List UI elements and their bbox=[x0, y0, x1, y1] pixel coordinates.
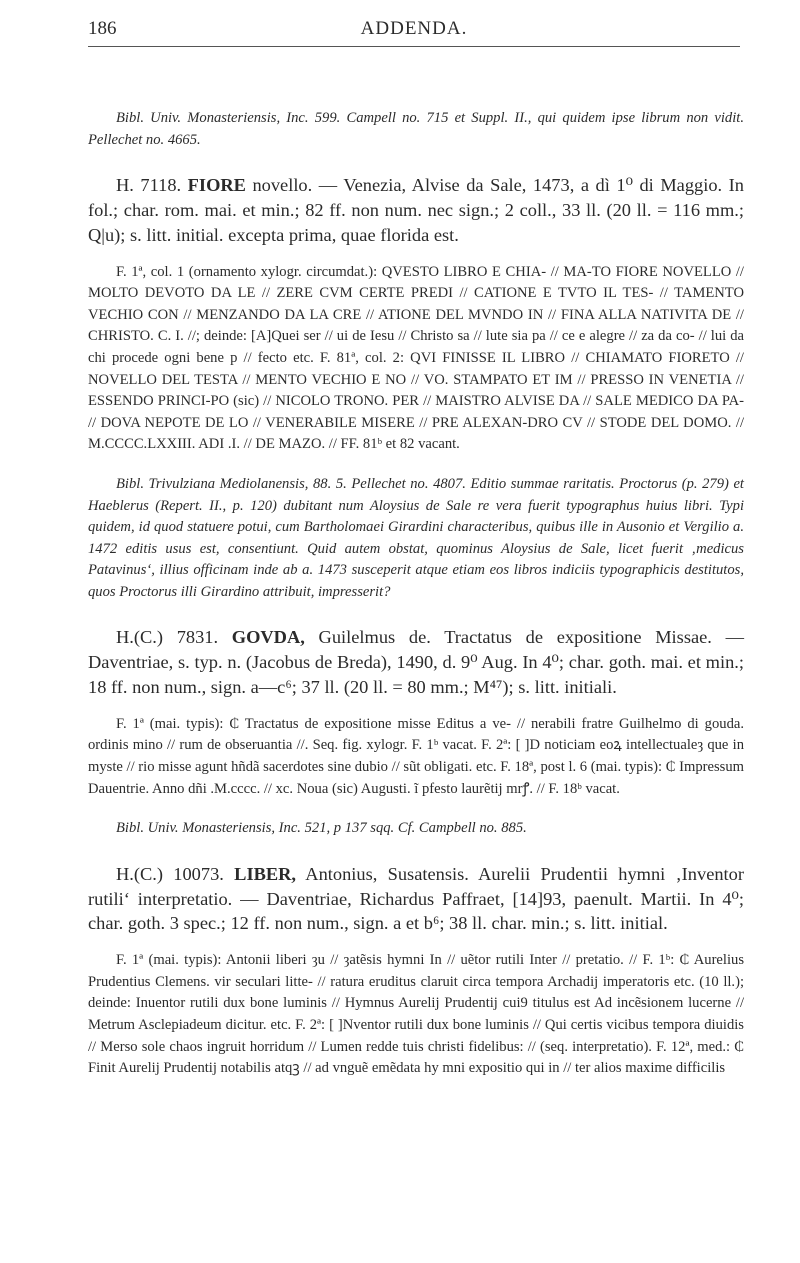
bibliography-note: Bibl. Univ. Monasteriensis, Inc. 521, p 137 sqq. Cf. Campbell no. 885. bbox=[116, 820, 527, 837]
bibliography-note: Bibl. Trivulziana Mediolanensis, 88. 5. Pellechet no. 4807. Editio summae raritatis. Proctorus (p. 279) et Haeblerus (Repert. II., p. 120) dubitant num Aloysius de Sale re vera fuerit typographus huius libri. Typi quidem, id quod statuere potui, cum Bartholomaei Girardini characteribus, quibus ille in Ausonio et Vergilio a. 1472 editis usus est, consentiunt. Quid autem obstat, quominus Aloysius de Sale, licet fuerit ‚medicus Patavinus‘, illius officinam inde ab a. 1473 susceperit atque etiam eos libros indiciis typographicis destitutos, quos Proctorus illi Girardino attribuit, impresserit? bbox=[88, 475, 744, 600]
entry-number: H.(C.) 10073. bbox=[116, 863, 224, 884]
entry-heading bbox=[88, 862, 744, 936]
entry-transcription: F. 1ª (mai. typis): Antonii liberi ȝu // ȝatẽsis hymni In // uẽtor rutili Inter // pretatio. // F. 1ᵇ: ₵ Aurelius Prudentius Clemens. vir seculari litte- // ratura eruditus claruit circa tempora Archadij imperatoris etc. (10 ll.); deinde: Inuentor rutili dux bone luminis // Hymnus Aurelij Prudentij cui9 titulus est Ad incẽsionem lucerne // Metrum Asclepiadeum dicitur. etc. F. 2ª: [ ]Nventor rutili dux bone luminis // Qui certis vicibus tempora diuidis // Merso sole chaos ingruit horridum // Lumen redde tuis christi fidelibus: // (seq. interpretatio). F. 12ª, med.: ₵ Finit Aurelij Prudentij notabilis atqꝫ // ad vnguẽ emẽdata hy mni expositio qui in // ter alios maxime difficilis bbox=[88, 952, 744, 1077]
entry-head-word: GOVDA, bbox=[231, 627, 305, 648]
entry-transcription: F. 1ª (mai. typis): ₵ Tractatus de expositione misse Editus a ve- // nerabili fratre Guilhelmo di gouda. ordinis mino // rum de obseruantia //. Seq. fig. xylogr. F. 1ᵇ vacat. F. 2ª: [ ]D noticiam eoꝝ intellectualeȝ que in myste // rio misse agunt hñdã sacerdotes sine dubio // sũt obligati. etc. F. 18ª, post l. 6 (mai. typis): ₵ Impressum Dauentrie. Anno dñi .M.cccc. // xc. Noua (sic) Augusti. ĩ pfesto laurẽtij mrꝭ. // F. 18ᵇ vacat. bbox=[88, 715, 744, 797]
running-head: ADDENDA. bbox=[360, 18, 468, 39]
entry-description: novello. — Venezia, Alvise da Sale, 1473, a dì 1⁰ di Maggio. In fol.; char. rom. mai. et min.; 82 ff. non num. nec sign.; 2 coll., 33 ll. (20 ll. = 116 mm.; Q|u); s. litt. initial. excepta prima, quae florida est. bbox=[88, 175, 744, 245]
entry-head-word: LIBER, bbox=[234, 863, 297, 884]
bibliography-note: Bibl. Univ. Monasteriensis, Inc. 599. Campell no. 715 et Suppl. II., qui quidem ipse librum non vidit. Pellechet no. 4665. bbox=[88, 110, 744, 148]
entry-description: Antonius, Susatensis. Aurelii Prudentii hymni ‚Inventor rutili‘ interpretatio. — Daventriae, Richardus Paffraet, [14]93, paenult. Martii. In 4⁰; char. goth. 3 spec.; 12 ff. non num., sign. a et b⁶; 38 ll. char. min.; s. litt. initial. bbox=[88, 863, 744, 934]
entry-heading bbox=[88, 173, 744, 247]
entry-head-word: FIORE bbox=[187, 175, 246, 196]
entry-description: Guilelmus de. Tractatus de expositione Missae. — Daventriae, s. typ. n. (Jacobus de Breda), 1490, d. 9⁰ Aug. In 4⁰; char. goth. mai. et min.; 18 ff. non num., sign. a—c⁶; 37 ll. (20 ll. = 80 mm.; M⁴⁷); s. litt. initiali. bbox=[88, 627, 744, 698]
entry-number: H.(C.) 7831. bbox=[116, 627, 219, 648]
page-header bbox=[88, 18, 740, 46]
header-rule bbox=[88, 46, 740, 47]
entry-heading bbox=[88, 625, 744, 699]
entry-transcription: F. 1ª, col. 1 (ornamento xylogr. circumdat.): QVESTO LIBRO E CHIA- // MA-TO FIORE NOVELLO // MOLTO DEVOTO DA LE // ZERE CVM CERTE PREDI // CATIONE E TVTO IL TES- // TAMENTO VECHIO CON // MENZANDO DA LA CRE // ATIONE DEL MVNDO IN // FINA ALLA NATIVITA DE // CHRISTO. C. I. //; deinde: [A]Quei ser // ui de Iesu // Christo sa // lute sia pa // ce e alegre // za da co- // lui da chi procede ogni bene p // fecto etc. F. 81ª, col. 2: QVI FINISSE IL LIBRO // CHIAMATO FIORETO // NOVELLO DEL TESTA // MENTO VECHIO E NO // VO. STAMPATO ET IM // PRESSO IN VENETIA // ESSENDO PRINCI-PO (sic) // NICOLO TRONO. PER // MAISTRO ALVISE DA // SALE MEDICO DA PA- // DOVA NEPOTE DE LO // VENERABILE MISERE // PRE ALEXAN-DRO CV // STODE DEL DOMO. // M.CCCC.LXXIII. ADI .I. // DE MAZO. // FF. 81ᵇ et 82 vacant. bbox=[88, 263, 744, 453]
page-body bbox=[88, 108, 744, 1080]
page-number: 186 bbox=[88, 18, 117, 39]
entry-number: H. 7118. bbox=[116, 175, 182, 196]
